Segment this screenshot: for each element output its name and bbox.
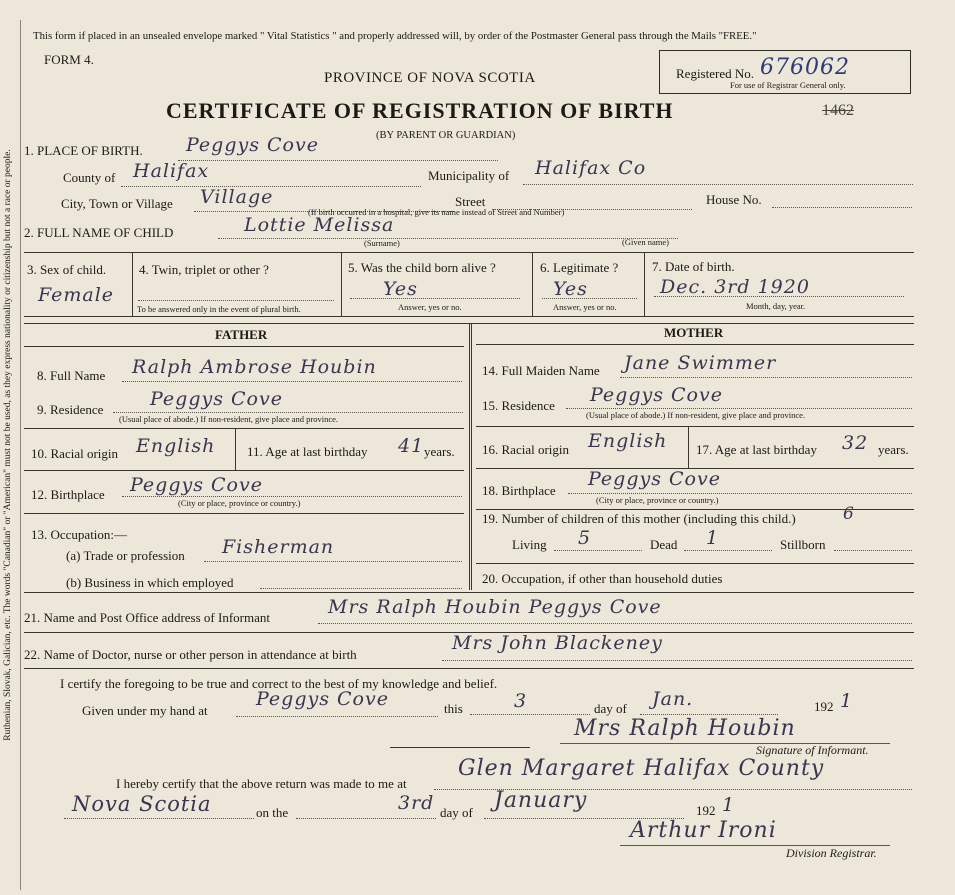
left-margin-rule <box>20 20 21 890</box>
legitimate-value: Yes <box>553 278 588 300</box>
mother-occupation-label: 20. Occupation, if other than household duties <box>482 571 723 586</box>
alive-value: Yes <box>383 278 418 300</box>
rule-father-head <box>24 346 464 347</box>
registration-label: Registered No. <box>676 66 754 81</box>
legitimate-label: 6. Legitimate ? <box>540 260 619 275</box>
street-label: Street <box>455 194 486 209</box>
city-label: City, Town or Village <box>61 196 173 211</box>
parents-center-divider <box>469 323 472 590</box>
mother-name-line <box>620 377 912 378</box>
mother-residence-line <box>566 408 912 409</box>
mother-children-label: 19. Number of children of this mother (including this child.) <box>482 511 796 526</box>
return-place-value: Glen Margaret Halifax County <box>458 756 825 781</box>
father-birthplace-value: Peggys Cove <box>130 474 263 496</box>
date-of-birth-label: 7. Date of birth. <box>652 259 735 274</box>
mother-birthplace-label: 18. Birthplace <box>482 483 556 498</box>
mother-race-value: English <box>588 430 668 452</box>
given-day-value: 3 <box>514 690 528 712</box>
father-residence-line <box>113 412 463 413</box>
rule-bottom-row3 <box>24 316 914 317</box>
form-number: FORM 4. <box>44 52 94 67</box>
rule-mother-children <box>476 563 914 564</box>
rule-mother-head <box>476 344 914 345</box>
mother-residence-note: (Usual place of abode.) If non-resident, give place and province. <box>586 410 806 420</box>
county-label: County of <box>63 170 116 185</box>
divider-row3-a <box>132 252 133 316</box>
alive-note: Answer, yes or no. <box>398 302 462 312</box>
given-year-digit: 1 <box>840 690 854 712</box>
father-occupation-label: 13. Occupation:— <box>31 527 128 542</box>
father-age-label: 11. Age at last birthday <box>247 444 368 459</box>
father-age-value: 41 <box>398 435 425 457</box>
given-place-value: Peggys Cove <box>256 688 389 710</box>
divider-row3-c <box>532 252 533 316</box>
short-rule <box>390 747 530 748</box>
informant-label: 21. Name and Post Office address of Informant <box>24 610 270 625</box>
given-month-line <box>640 714 778 715</box>
given-name-note: (Given name) <box>622 237 669 247</box>
return-province-line <box>64 818 254 819</box>
date-note: Month, day, year. <box>746 301 806 311</box>
father-business-line <box>260 588 462 589</box>
registrar-signature: Arthur Ironi <box>630 818 777 843</box>
registration-number: 676062 <box>760 55 850 80</box>
house-line <box>772 207 912 208</box>
father-birthplace-line <box>122 496 462 497</box>
division-registrar-label: Division Registrar. <box>786 846 877 860</box>
return-province-value: Nova Scotia <box>72 792 212 816</box>
doctor-label: 22. Name of Doctor, nurse or other person in attendance at birth <box>24 647 357 662</box>
rule-father-bp <box>24 513 464 514</box>
father-race-value: English <box>136 435 216 457</box>
rule-father-res <box>24 428 464 429</box>
informant-signature: Mrs Ralph Houbin <box>574 716 796 741</box>
mother-birthplace-note: (City or place, province or country.) <box>596 495 719 505</box>
place-of-birth-value: Peggys Cove <box>186 134 319 156</box>
return-day-of-label: day of <box>440 805 473 820</box>
rule-father-race <box>24 470 464 471</box>
father-residence-note: (Usual place of abode.) If non-resident, give place and province. <box>119 414 339 424</box>
municipality-label: Municipality of <box>428 168 510 183</box>
day-of-label: day of <box>594 701 627 716</box>
father-race-label: 10. Racial origin <box>31 446 119 461</box>
hospital-note: (If birth occurred in a hospital, give its name instead of Street and Number) <box>308 207 565 217</box>
father-trade-value: Fisherman <box>222 536 335 558</box>
father-name-value: Ralph Ambrose Houbin <box>132 356 377 378</box>
given-day-line <box>470 714 590 715</box>
side-note: Ruthenian, Slovak, Galician, etc. The words "Canadian" or "American" must not be used, as they express nationality or citizenship but not a race or people. <box>3 149 13 741</box>
living-value: 5 <box>578 527 592 549</box>
certify-statement: I certify the foregoing to be true and correct to the best of my knowledge and belief. <box>60 676 498 691</box>
father-birthplace-label: 12. Birthplace <box>31 487 105 502</box>
city-value: Village <box>200 186 274 208</box>
stillborn-label: Stillborn <box>780 537 826 552</box>
informant-value: Mrs Ralph Houbin Peggys Cove <box>328 596 662 618</box>
living-label: Living <box>512 537 547 552</box>
mother-years-label: years. <box>878 442 909 457</box>
county-value: Halifax <box>133 160 210 182</box>
child-name-value: Lottie Melissa <box>244 214 395 236</box>
return-day-line <box>296 818 436 819</box>
mother-name-value: Jane Swimmer <box>624 352 777 374</box>
legitimate-line <box>542 298 637 299</box>
living-line <box>554 550 642 551</box>
mother-race-label: 16. Racial origin <box>482 442 570 457</box>
corner-number: 1462 <box>822 102 854 119</box>
divider-mother-race <box>688 426 689 468</box>
municipality-line <box>523 184 913 185</box>
father-trade-line <box>204 561 462 562</box>
mother-birthplace-line <box>568 493 912 494</box>
rule-parents-bottom <box>24 592 914 593</box>
father-heading: FATHER <box>215 327 268 342</box>
father-business-label: (b) Business in which employed <box>66 575 234 590</box>
house-number-label: House No. <box>706 192 762 207</box>
certificate-title: CERTIFICATE OF REGISTRATION OF BIRTH <box>166 98 674 123</box>
dead-line <box>684 550 772 551</box>
stillborn-line <box>834 550 912 551</box>
divider-row3-b <box>341 252 342 316</box>
place-line <box>178 160 498 161</box>
mother-age-label: 17. Age at last birthday <box>696 442 817 457</box>
mother-residence-label: 15. Residence <box>482 398 555 413</box>
return-month-value: January <box>494 788 588 813</box>
doctor-line <box>442 660 912 661</box>
legitimate-note: Answer, yes or no. <box>553 302 617 312</box>
sex-label: 3. Sex of child. <box>27 262 107 277</box>
municipality-value: Halifax Co <box>535 157 647 179</box>
rule-doctor <box>24 668 914 669</box>
father-trade-label: (a) Trade or profession <box>66 548 185 563</box>
divider-row3-d <box>644 252 645 316</box>
father-birthplace-note: (City or place, province or country.) <box>178 498 301 508</box>
twin-label: 4. Twin, triplet or other ? <box>139 262 269 277</box>
rule-mother-res <box>476 426 914 427</box>
mother-birthplace-value: Peggys Cove <box>588 468 721 490</box>
father-name-line <box>122 381 462 382</box>
father-residence-value: Peggys Cove <box>150 388 283 410</box>
alive-label: 5. Was the child born alive ? <box>348 260 496 275</box>
divider-father-race <box>235 428 236 470</box>
father-name-label: 8. Full Name <box>37 368 106 383</box>
signature-informant-label: Signature of Informant. <box>756 743 869 757</box>
certificate-subtitle: (BY PARENT OR GUARDIAN) <box>376 130 516 141</box>
rule-top-row3 <box>24 252 914 253</box>
date-of-birth-value: Dec. 3rd 1920 <box>660 276 810 298</box>
father-residence-label: 9. Residence <box>37 402 104 417</box>
mother-heading: MOTHER <box>664 325 724 340</box>
postal-notice: This form if placed in an unsealed envelope marked " Vital Statistics " and properly addressed will, by order of the Postmaster General pass through the Mails "FREE." <box>33 30 757 42</box>
child-name-label: 2. FULL NAME OF CHILD <box>24 225 174 240</box>
given-place-line <box>236 716 438 717</box>
on-the-label: on the <box>256 805 289 820</box>
return-label: I hereby certify that the above return was made to me at <box>116 776 407 791</box>
place-of-birth-label: 1. PLACE OF BIRTH. <box>24 143 143 158</box>
given-year-prefix: 192 <box>814 699 834 714</box>
return-day-value: 3rd <box>398 792 435 814</box>
mother-children-value: 6 <box>843 504 855 524</box>
twin-note: To be answered only in the event of plural birth. <box>137 304 301 314</box>
mother-age-value: 32 <box>842 432 869 454</box>
informant-line <box>318 623 912 624</box>
registration-note: For use of Registrar General only. <box>730 80 846 90</box>
sex-value: Female <box>38 284 115 306</box>
father-years-label: years. <box>424 444 455 459</box>
given-under-label: Given under my hand at <box>82 703 208 718</box>
child-name-line <box>218 238 678 239</box>
doctor-value: Mrs John Blackeney <box>452 632 663 654</box>
return-year-digit: 1 <box>722 794 736 816</box>
this-label: this <box>444 701 463 716</box>
surname-note: (Surname) <box>364 238 400 248</box>
return-year-prefix: 192 <box>696 803 716 818</box>
mother-name-label: 14. Full Maiden Name <box>482 363 600 378</box>
dead-value: 1 <box>706 527 720 549</box>
given-month-value: Jan. <box>652 688 694 710</box>
mother-residence-value: Peggys Cove <box>590 384 723 406</box>
twin-line <box>138 300 334 301</box>
date-line <box>654 296 904 297</box>
province-heading: PROVINCE OF NOVA SCOTIA <box>324 70 536 86</box>
alive-line <box>350 298 520 299</box>
dead-label: Dead <box>650 537 678 552</box>
